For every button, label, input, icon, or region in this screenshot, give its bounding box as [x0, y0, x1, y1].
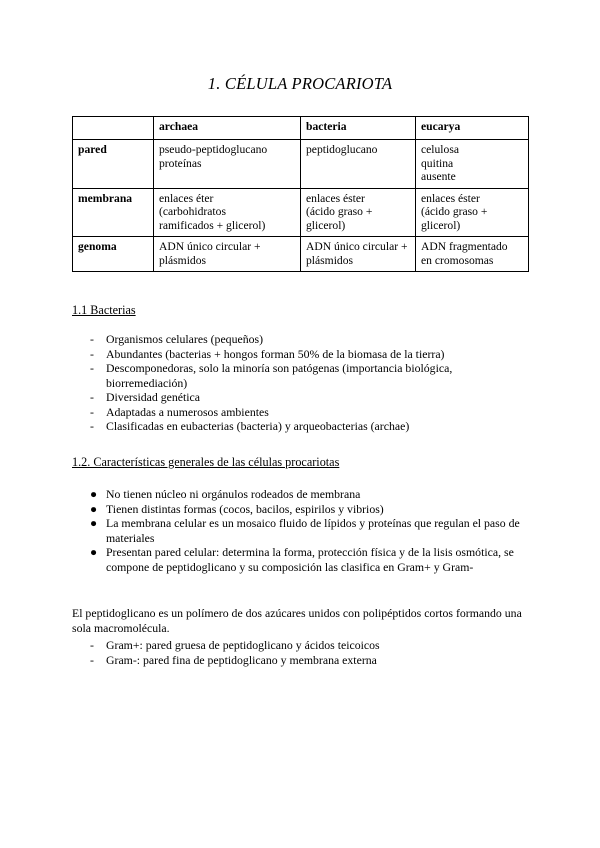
dash-marker: - — [90, 638, 94, 652]
cell-line: (ácido graso + — [306, 205, 373, 218]
list-item-text: Presentan pared celular: determina la forma, protección física y de la lisis osmótica, se compone de peptidoglicano y su composición las clasifica en Gram+ y Gram- — [106, 545, 514, 574]
dash-marker: - — [90, 346, 94, 361]
list-item — [72, 545, 532, 574]
table-cell — [154, 188, 301, 237]
table-cell — [154, 140, 301, 189]
table-row — [73, 188, 529, 237]
dash-marker: - — [90, 390, 94, 404]
gram-list — [72, 638, 532, 667]
cell-line: en cromosomas — [421, 253, 494, 267]
table-header-cell — [73, 117, 154, 140]
cell-line: enlaces éster — [421, 191, 480, 205]
table-header-cell: eucarya — [416, 117, 529, 140]
cell-line: plásmidos — [159, 253, 207, 267]
list-item — [72, 390, 532, 405]
table-header-cell: bacteria — [301, 117, 416, 140]
bullet-marker: ● — [90, 501, 98, 516]
table-cell — [301, 237, 416, 272]
cell-line: pseudo-peptidoglucano — [159, 143, 268, 156]
list-item-text: Abundantes (bacterias + hongos forman 50% de la biomasa de la tierra) — [106, 346, 445, 361]
cell-line: glicerol) — [421, 218, 461, 232]
bullet-marker: ● — [90, 545, 98, 559]
row-label: genoma — [73, 237, 154, 272]
list-item — [72, 502, 532, 517]
cell-line: celulosa — [421, 143, 459, 156]
list-item — [72, 405, 532, 420]
section-heading-bacterias: 1.1 Bacterias — [72, 303, 136, 317]
table-cell — [416, 188, 529, 237]
list-item-text: Organismos celulares (pequeños) — [106, 332, 264, 346]
cell-line: (ácido graso + — [421, 205, 488, 218]
list-item — [72, 516, 532, 545]
bacterias-list — [72, 332, 532, 434]
bullet-marker: ● — [90, 487, 98, 501]
list-item-text: Gram+: pared gruesa de peptidoglicano y ácidos teicoicos — [106, 638, 380, 652]
table-cell — [301, 188, 416, 237]
list-item-text: Clasificadas en eubacterias (bacteria) y arqueobacterias (archae) — [106, 419, 410, 433]
dash-marker: - — [90, 419, 94, 433]
dash-marker: - — [90, 404, 94, 419]
row-label: membrana — [73, 188, 154, 237]
section-heading-caracteristicas: 1.2. Características generales de las células procariotas — [72, 455, 340, 469]
cell-line: (carbohidratos — [159, 205, 226, 218]
list-item-text: Adaptadas a numerosos ambientes — [106, 404, 269, 419]
list-item — [72, 347, 532, 362]
list-item-text: No tienen núcleo ni orgánulos rodeados de membrana — [106, 487, 361, 501]
cell-line: plásmidos — [306, 253, 354, 267]
list-item — [72, 332, 532, 347]
table-cell — [416, 237, 529, 272]
row-label: pared — [73, 140, 154, 189]
table-cell — [154, 237, 301, 272]
cell-line: proteínas — [159, 156, 202, 170]
dash-marker: - — [90, 332, 94, 346]
cell-line: ADN único circular + — [159, 240, 261, 253]
list-item — [72, 361, 532, 390]
list-item-text: Gram-: pared fina de peptidoglicano y membrana externa — [106, 652, 377, 667]
bullet-marker: ● — [90, 516, 98, 530]
table-cell — [416, 140, 529, 189]
cell-line: ausente — [421, 170, 456, 183]
list-item — [72, 419, 532, 434]
cell-line: quitina — [421, 156, 454, 170]
list-item — [72, 487, 532, 502]
peptidoglicano-paragraph: El peptidoglicano es un polímero de dos azúcares unidos con polipéptidos cortos formando una sola macromolécula. — [72, 606, 522, 635]
caracteristicas-list — [72, 487, 532, 574]
table-row — [73, 237, 529, 272]
cell-line: enlaces éster — [306, 191, 365, 205]
table-header-row — [73, 117, 529, 140]
page-title: 1. CÉLULA PROCARIOTA — [207, 74, 393, 93]
list-item-text: Descomponedoras, solo la minoría son patógenas (importancia biológica, biorremediación) — [106, 361, 453, 390]
cell-line: peptidoglucano — [306, 143, 378, 156]
cell-line: ramificados + glicerol) — [159, 218, 266, 232]
list-item — [72, 638, 532, 653]
cell-line: ADN único circular + — [306, 240, 408, 253]
list-item-text: Diversidad genética — [106, 390, 201, 404]
dash-marker: - — [90, 652, 94, 667]
cell-line: enlaces éter — [159, 191, 214, 205]
cell-line: glicerol) — [306, 218, 346, 232]
list-item-text: Tienen distintas formas (cocos, bacilos, espirilos y vibrios) — [106, 501, 384, 516]
table-cell — [301, 140, 416, 189]
table-header-cell: archaea — [154, 117, 301, 140]
table-row — [73, 140, 529, 189]
list-item — [72, 653, 532, 668]
dash-marker: - — [90, 361, 94, 375]
list-item-text: La membrana celular es un mosaico fluido de lípidos y proteínas que regulan el paso de materiales — [106, 516, 520, 545]
cell-line: ADN fragmentado — [421, 240, 508, 253]
comparison-table — [72, 116, 529, 272]
